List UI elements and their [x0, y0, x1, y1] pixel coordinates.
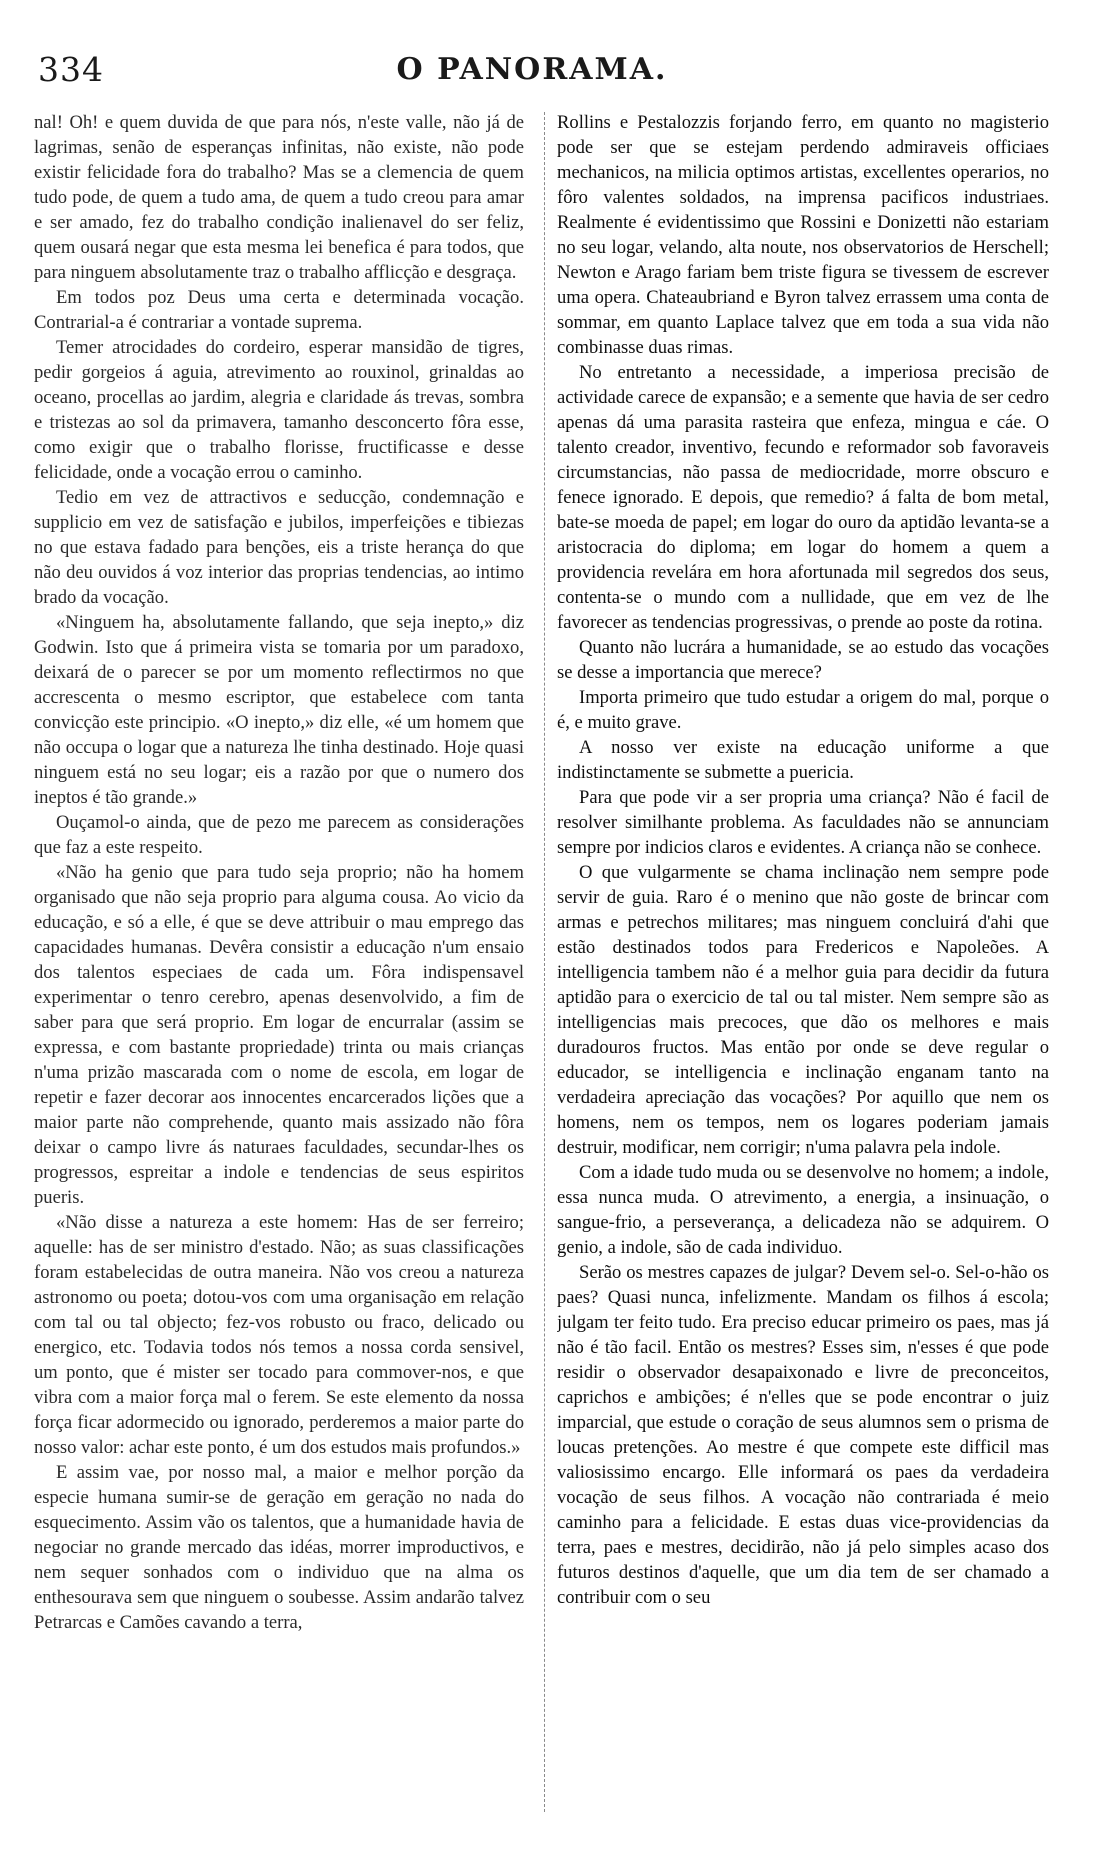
left-column — [34, 110, 524, 1830]
paragraph: «Ninguem ha, absolutamente fallando, que seja inepto,» diz Godwin. Isto que á primeira vista se tomaria por um paradoxo, deixará de o parecer se por um momento reflectirmos no que accrescenta o mesmo escriptor, que estabelece com tanta convicção este principio. «O inepto,» diz elle, «é um homem que não occupa o logar que a natureza lhe tinha destinado. Hoje quasi ninguem está no seu logar; eis a razão por que o numero dos ineptos é tão grande.» — [34, 612, 524, 808]
right-column — [557, 110, 1049, 1830]
paragraph: «Não disse a natureza a este homem: Has de ser ferreiro; aquelle: has de ser ministro d'estado. Não; as suas classificações foram estabelecidas de outra maneira. Não vos creou a natureza astronomo ou poeta; dotou-vos com uma organisação em relação com tal ou tal objecto; fez-vos robusto ou fraco, delicado ou energico, etc. Todavia todos nós temos a nossa corda sensivel, um ponto, que é mister ser tocado para commover-nos, e que vibra com a maior força mal o ferem. Se este elemento da nossa força ficar adormecido ou ignorado, perderemos a maior parte do nosso valor: achar este ponto, é um dos estudos mais profundos.» — [34, 1212, 524, 1458]
paragraph: nal! Oh! e quem duvida de que para nós, n'este valle, não já de lagrimas, senão de esperanças infinitas, não existe, não pode existir felicidade fora do trabalho? Mas se a clemencia de quem tudo pode, de quem a tudo ama, de quem a tudo creou para amar e ser amado, fez do trabalho condição inalienavel do ser feliz, quem ousará negar que esta mesma lei benefica é para todos, que para ninguem absolutamente traz o trabalho afflicção e desgraça. — [34, 112, 524, 283]
page-header — [28, 44, 1036, 94]
paragraph: Temer atrocidades do cordeiro, esperar mansidão de tigres, pedir gorgeios á aguia, atrevimento ao rouxinol, grinaldas ao oceano, procellas ao jardim, alegria e claridade ás trevas, sombra e tristezas ao sol da primavera, tamanho desconcerto fôra esse, como exigir que o trabalho florisse, fructificasse e desse felicidade, onde a vocação errou o caminho. — [34, 337, 524, 483]
paragraph: Com a idade tudo muda ou se desenvolve no homem; a indole, essa nunca muda. O atrevimento, a energia, a insinuação, o sangue-frio, a perseverança, a delicadeza não se adquirem. O genio, a indole, são de cada individuo. — [557, 1162, 1049, 1258]
paragraph: «Não ha genio que para tudo seja proprio; não ha homem organisado que não seja proprio para alguma cousa. Ao vicio da educação, e só a elle, é que se deve attribuir o mau emprego das capacidades humanas. Devêra consistir a educação n'um ensaio dos talentos especiaes de cada um. Fôra indispensavel experimentar o tenro cerebro, apenas desenvolvido, a fim de saber para que será proprio. Em logar de encurralar (assim se expressa, e com bastante propriedade) trinta ou mais crianças n'uma prizão mascarada com o nome de escola, em logar de repetir e fazer decorar aos innocentes encarcerados lições que a maior parte não comprehende, quanto mais assizado não fôra deixar o campo livre ás naturaes faculdades, secundar-lhes os progressos, espreitar a indole e tendencias de seus espiritos pueris. — [34, 862, 524, 1208]
paragraph: Em todos poz Deus uma certa e determinada vocação. Contrarial-a é contrariar a vontade suprema. — [34, 287, 524, 333]
paragraph: O que vulgarmente se chama inclinação nem sempre pode servir de guia. Raro é o menino que não goste de brincar com armas e petrechos militares; mas ninguem concluirá d'ahi que estão destinados todos para Fredericos e Napoleões. A intelligencia tambem não é a melhor guia para decidir da futura aptidão para o exercicio de tal ou tal mister. Nem sempre são as intelligencias mais precoces, que dão os melhores e mais duradouros fructos. Mas então por onde se deve regular o educador, se intelligencia e inclinação enganam tanto na verdadeira apreciação das vocações? Por aquillo que nem os homens, nem os tempos, nem os logares poderiam jamais destruir, modificar, nem corrigir; n'uma palavra pela indole. — [557, 862, 1049, 1158]
paragraph: A nosso ver existe na educação uniforme a que indistinctamente se submette a puericia. — [557, 737, 1049, 783]
column-divider — [544, 112, 545, 1812]
paragraph: Serão os mestres capazes de julgar? Devem sel-o. Sel-o-hão os paes? Quasi nunca, infelizmente. Mandam os filhos á escola; julgam ter feito tudo. Era preciso educar primeiro os paes, mas já não é tão facil. Então os mestres? Esses sim, n'esses é que pode residir o observador desapaixonado e livre de preconceitos, caprichos e ambições; é n'elles que se pode encontrar o juiz imparcial, que estude o coração de seus alumnos sem o prisma de loucas pretenções. Ao mestre é que compete este difficil mas valiosissimo encargo. Elle informará os paes da verdadeira vocação de seus filhos. A vocação não contrariada é meio caminho para a felicidade. E estas duas vice-providencias da terra, paes e mestres, decidirão, não já pelo simples acaso dos futuros destinos d'aquelle, que um dia tem de ser chamado a contribuir com o seu — [557, 1262, 1049, 1608]
paragraph: Quanto não lucrára a humanidade, se ao estudo das vocações se desse a importancia que merece? — [557, 637, 1049, 683]
paragraph: Rollins e Pestalozzis forjando ferro, em quanto no magisterio pode ser que se estejam perdendo admiraveis officiaes mechanicos, na milicia optimos artistas, excellentes operarios, no fôro valentes soldados, na imprensa pacificos industriaes. Realmente é evidentissimo que Rossini e Donizetti não estariam no seu logar, velando, alta noute, nos observatorios de Herschell; Newton e Arago fariam bem triste figura se tivessem de escrever uma opera. Chateaubriand e Byron talvez errassem uma conta de sommar, em quanto Laplace talvez que em toda a sua vida não combinasse duas rimas. — [557, 112, 1049, 358]
paragraph: Ouçamol-o ainda, que de pezo me parecem as considerações que faz a este respeito. — [34, 812, 524, 858]
page-number: 334 — [38, 50, 104, 89]
paragraph: E assim vae, por nosso mal, a maior e melhor porção da especie humana sumir-se de geração em geração no nada do esquecimento. Assim vão os talentos, que a humanidade havia de negociar no grande mercado das idéas, morrer improductivos, e nem sequer sonhados com o individuo que na alma os enthesourava sem que ninguem o soubesse. Assim andarão talvez Petrarcas e Camões cavando a terra, — [34, 1462, 524, 1633]
journal-title: O PANORAMA. — [396, 52, 668, 87]
paragraph: Importa primeiro que tudo estudar a origem do mal, porque o é, e muito grave. — [557, 687, 1049, 733]
paragraph: Para que pode vir a ser propria uma criança? Não é facil de resolver similhante problema. As faculdades não se annunciam sempre por indicios claros e evidentes. A criança não se conhece. — [557, 787, 1049, 858]
paragraph: Tedio em vez de attractivos e seducção, condemnação e supplicio em vez de satisfação e jubilos, imperfeições e tibiezas no que estava fadado para benções, eis a triste herança do que não deu ouvidos á voz interior das proprias tendencias, ao intimo brado da vocação. — [34, 487, 524, 608]
paragraph: No entretanto a necessidade, a imperiosa precisão de actividade carece de expansão; e a semente que havia de ser cedro apenas dá uma parasita rasteira que enfeza, mingua e cáe. O talento creador, inventivo, fecundo e reformador sob favoraveis circumstancias, não passa de mediocridade, morre obscuro e fenece ignorado. E depois, que remedio? á falta de bom metal, bate-se moeda de papel; em logar do ouro da aptidão levanta-se a aristocracia do diploma; em logar do homem a quem a providencia revelára em hora afortunada mil segredos dos seus, contenta-se o mundo com a nullidade, que em vez de lhe favorecer as tendencias progressivas, o prende ao poste da rotina. — [557, 362, 1049, 633]
